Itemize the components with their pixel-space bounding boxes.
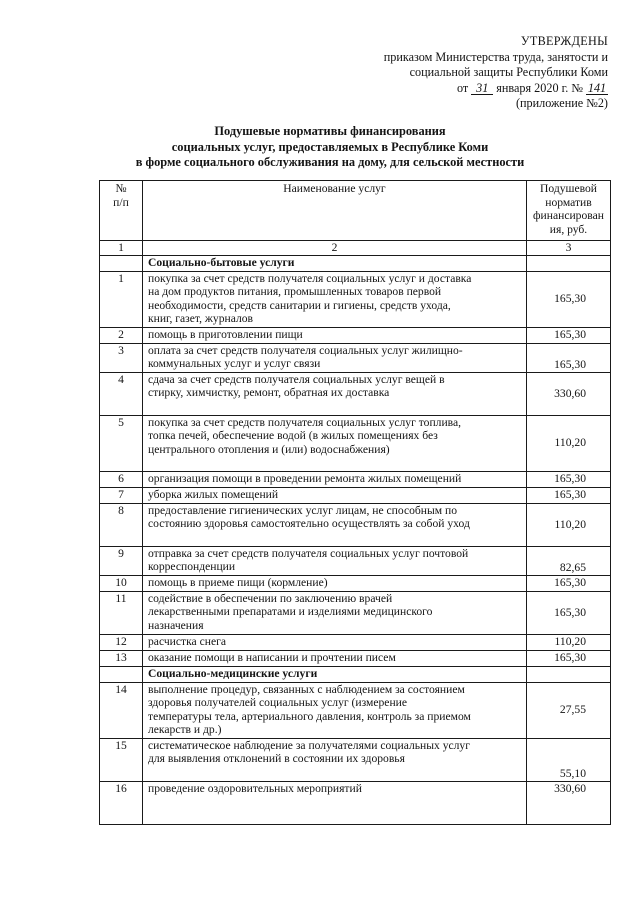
service-name-line: состоянию здоровья самостоятельно осуществлять за собой уход <box>148 517 470 531</box>
row-value-cell <box>527 255 611 271</box>
service-name-line: помощь в приеме пищи (кормление) <box>148 575 328 589</box>
row-number: 3 <box>100 343 143 372</box>
table-header-row <box>100 181 611 241</box>
norm-value: 55,10 <box>527 738 611 781</box>
norm-value: 82,65 <box>527 546 611 575</box>
approval-order-number: 141 <box>587 80 607 95</box>
service-name <box>143 682 527 738</box>
norm-value: 27,55 <box>527 682 611 738</box>
norm-value: 330,60 <box>527 372 611 415</box>
norm-value: 165,30 <box>527 271 611 327</box>
norm-value: 165,30 <box>527 591 611 634</box>
table-row <box>100 546 611 575</box>
title-line-1: Подушевые нормативы финансирования <box>214 124 446 138</box>
section-row <box>100 666 611 682</box>
service-name-line: центрального отопления и (или) водоснабжения) <box>148 442 390 456</box>
services-table <box>99 180 611 825</box>
section-title: Социально-медицинские услуги <box>143 666 527 682</box>
service-name-line: стирку, химчистку, ремонт, обратная их доставка <box>148 386 390 400</box>
service-name-line: оплата за счет средств получателя социальных услуг жилищно- <box>148 343 463 357</box>
table-row <box>100 271 611 327</box>
service-name-line: на дом продуктов питания, промышленных товаров первой <box>148 285 442 299</box>
norm-value: 110,20 <box>527 415 611 471</box>
norm-value: 165,30 <box>527 575 611 591</box>
approval-day: 31 <box>471 82 493 95</box>
table-row <box>100 487 611 503</box>
column-header-norm: Подушевой норматив финансирован ия, руб. <box>527 181 611 241</box>
norm-value: 165,30 <box>527 487 611 503</box>
service-name-line: лекарственными препаратами и изделиями медицинского <box>148 605 433 619</box>
service-name-line: покупка за счет средств получателя социальных услуг и доставка <box>148 271 472 285</box>
row-number: 2 <box>100 327 143 343</box>
service-name-line: отправка за счет средств получателя социальных услуг почтовой <box>148 546 469 560</box>
service-name <box>143 591 527 634</box>
table-row <box>100 327 611 343</box>
service-name <box>143 738 527 781</box>
row-number-cell <box>100 666 143 682</box>
approval-line-1: приказом Министерства труда, занятости и <box>383 49 608 64</box>
table-row <box>100 650 611 666</box>
service-name-line: сдача за счет средств получателя социальных услуг вещей в <box>148 372 445 386</box>
service-name <box>143 327 527 343</box>
service-name <box>143 343 527 372</box>
approval-heading: УТВЕРЖДЕНЫ <box>520 34 608 48</box>
approval-appendix: (приложение №2) <box>515 96 608 110</box>
row-number: 8 <box>100 503 143 546</box>
table-row <box>100 415 611 471</box>
service-name-line: оказание помощи в написании и прочтении писем <box>148 650 396 664</box>
service-name <box>143 471 527 487</box>
document-title <box>60 124 600 171</box>
service-name-line: содействие в обеспечении по заключению врачей <box>148 591 393 605</box>
service-name-line: покупка за счет средств получателя социальных услуг топлива, <box>148 415 462 429</box>
approval-line-2: социальной защиты Республики Коми <box>409 65 608 79</box>
service-name <box>143 271 527 327</box>
table-row <box>100 634 611 650</box>
table-row <box>100 591 611 634</box>
column-index: 3 <box>527 241 611 256</box>
service-name <box>143 575 527 591</box>
table-row <box>100 575 611 591</box>
service-name-line: книг, газет, журналов <box>148 312 254 326</box>
service-name <box>143 487 527 503</box>
norm-value: 165,30 <box>527 343 611 372</box>
service-name-line: проведение оздоровительных мероприятий <box>148 781 362 795</box>
row-value-cell <box>527 666 611 682</box>
norm-value: 330,60 <box>527 781 611 824</box>
service-name-line: топка печей, обеспечение водой (в жилых помещениях без <box>148 429 438 443</box>
column-index: 1 <box>100 241 143 256</box>
service-name-line: необходимости, средств санитарии и гигиены, средств ухода, <box>148 298 451 312</box>
service-name <box>143 781 527 824</box>
service-name-line: для выявления отклонений в состоянии их здоровья <box>148 752 405 766</box>
row-number: 15 <box>100 738 143 781</box>
norm-value: 165,30 <box>527 327 611 343</box>
service-name-line: расчистка снега <box>148 634 227 648</box>
row-number: 12 <box>100 634 143 650</box>
table-row <box>100 471 611 487</box>
service-name <box>143 503 527 546</box>
table-row <box>100 372 611 415</box>
table-row <box>100 343 611 372</box>
column-index: 2 <box>143 241 527 256</box>
table-row <box>100 503 611 546</box>
approval-stamp <box>308 34 608 112</box>
service-name-line: предоставление гигиенических услуг лицам, не способным по <box>148 503 458 517</box>
service-name-line: температуры тела, артериального давления, контроль за приемом <box>148 709 471 723</box>
service-name-line: выполнение процедур, связанных с наблюдением за состоянием <box>148 682 465 696</box>
row-number: 11 <box>100 591 143 634</box>
row-number: 9 <box>100 546 143 575</box>
title-line-3: в форме социального обслуживания на дому, для сельской местности <box>135 155 525 169</box>
row-number: 14 <box>100 682 143 738</box>
row-number: 6 <box>100 471 143 487</box>
service-name-line: уборка жилых помещений <box>148 487 279 501</box>
row-number: 5 <box>100 415 143 471</box>
norm-value: 165,30 <box>527 471 611 487</box>
service-name-line: помощь в приготовлении пищи <box>148 327 303 341</box>
service-name-line: коммунальных услуг и услуг связи <box>148 357 321 371</box>
norm-value: 110,20 <box>527 503 611 546</box>
row-number: 1 <box>100 271 143 327</box>
table-row <box>100 738 611 781</box>
approval-date-line <box>308 81 608 97</box>
service-name <box>143 650 527 666</box>
column-index-row <box>100 241 611 256</box>
service-name <box>143 634 527 650</box>
column-header-number: № п/п <box>100 181 143 241</box>
row-number: 7 <box>100 487 143 503</box>
row-number: 13 <box>100 650 143 666</box>
norm-value: 110,20 <box>527 634 611 650</box>
service-name-line: лекарств и др.) <box>148 723 222 737</box>
row-number: 10 <box>100 575 143 591</box>
table-row <box>100 781 611 824</box>
row-number: 4 <box>100 372 143 415</box>
table-row <box>100 682 611 738</box>
service-name-line: корреспонденции <box>148 560 236 574</box>
section-row <box>100 255 611 271</box>
row-number-cell <box>100 255 143 271</box>
approval-date-prefix: от <box>456 80 469 95</box>
title-line-2: социальных услуг, предоставляемых в Республике Коми <box>171 139 489 154</box>
service-name-line: назначения <box>148 618 204 632</box>
service-name <box>143 546 527 575</box>
service-name <box>143 372 527 415</box>
row-number: 16 <box>100 781 143 824</box>
service-name <box>143 415 527 471</box>
table-body <box>100 255 611 824</box>
service-name-line: здоровья получателей социальных услуг (измерение <box>148 696 408 710</box>
section-title: Социально-бытовые услуги <box>143 255 527 271</box>
service-name-line: систематическое наблюдение за получателями социальных услуг <box>148 738 470 752</box>
service-name-line: организация помощи в проведении ремонта жилых помещений <box>148 471 462 485</box>
norm-value: 165,30 <box>527 650 611 666</box>
column-header-service: Наименование услуг <box>143 181 527 241</box>
approval-date-middle: января 2020 г. № <box>496 80 583 95</box>
